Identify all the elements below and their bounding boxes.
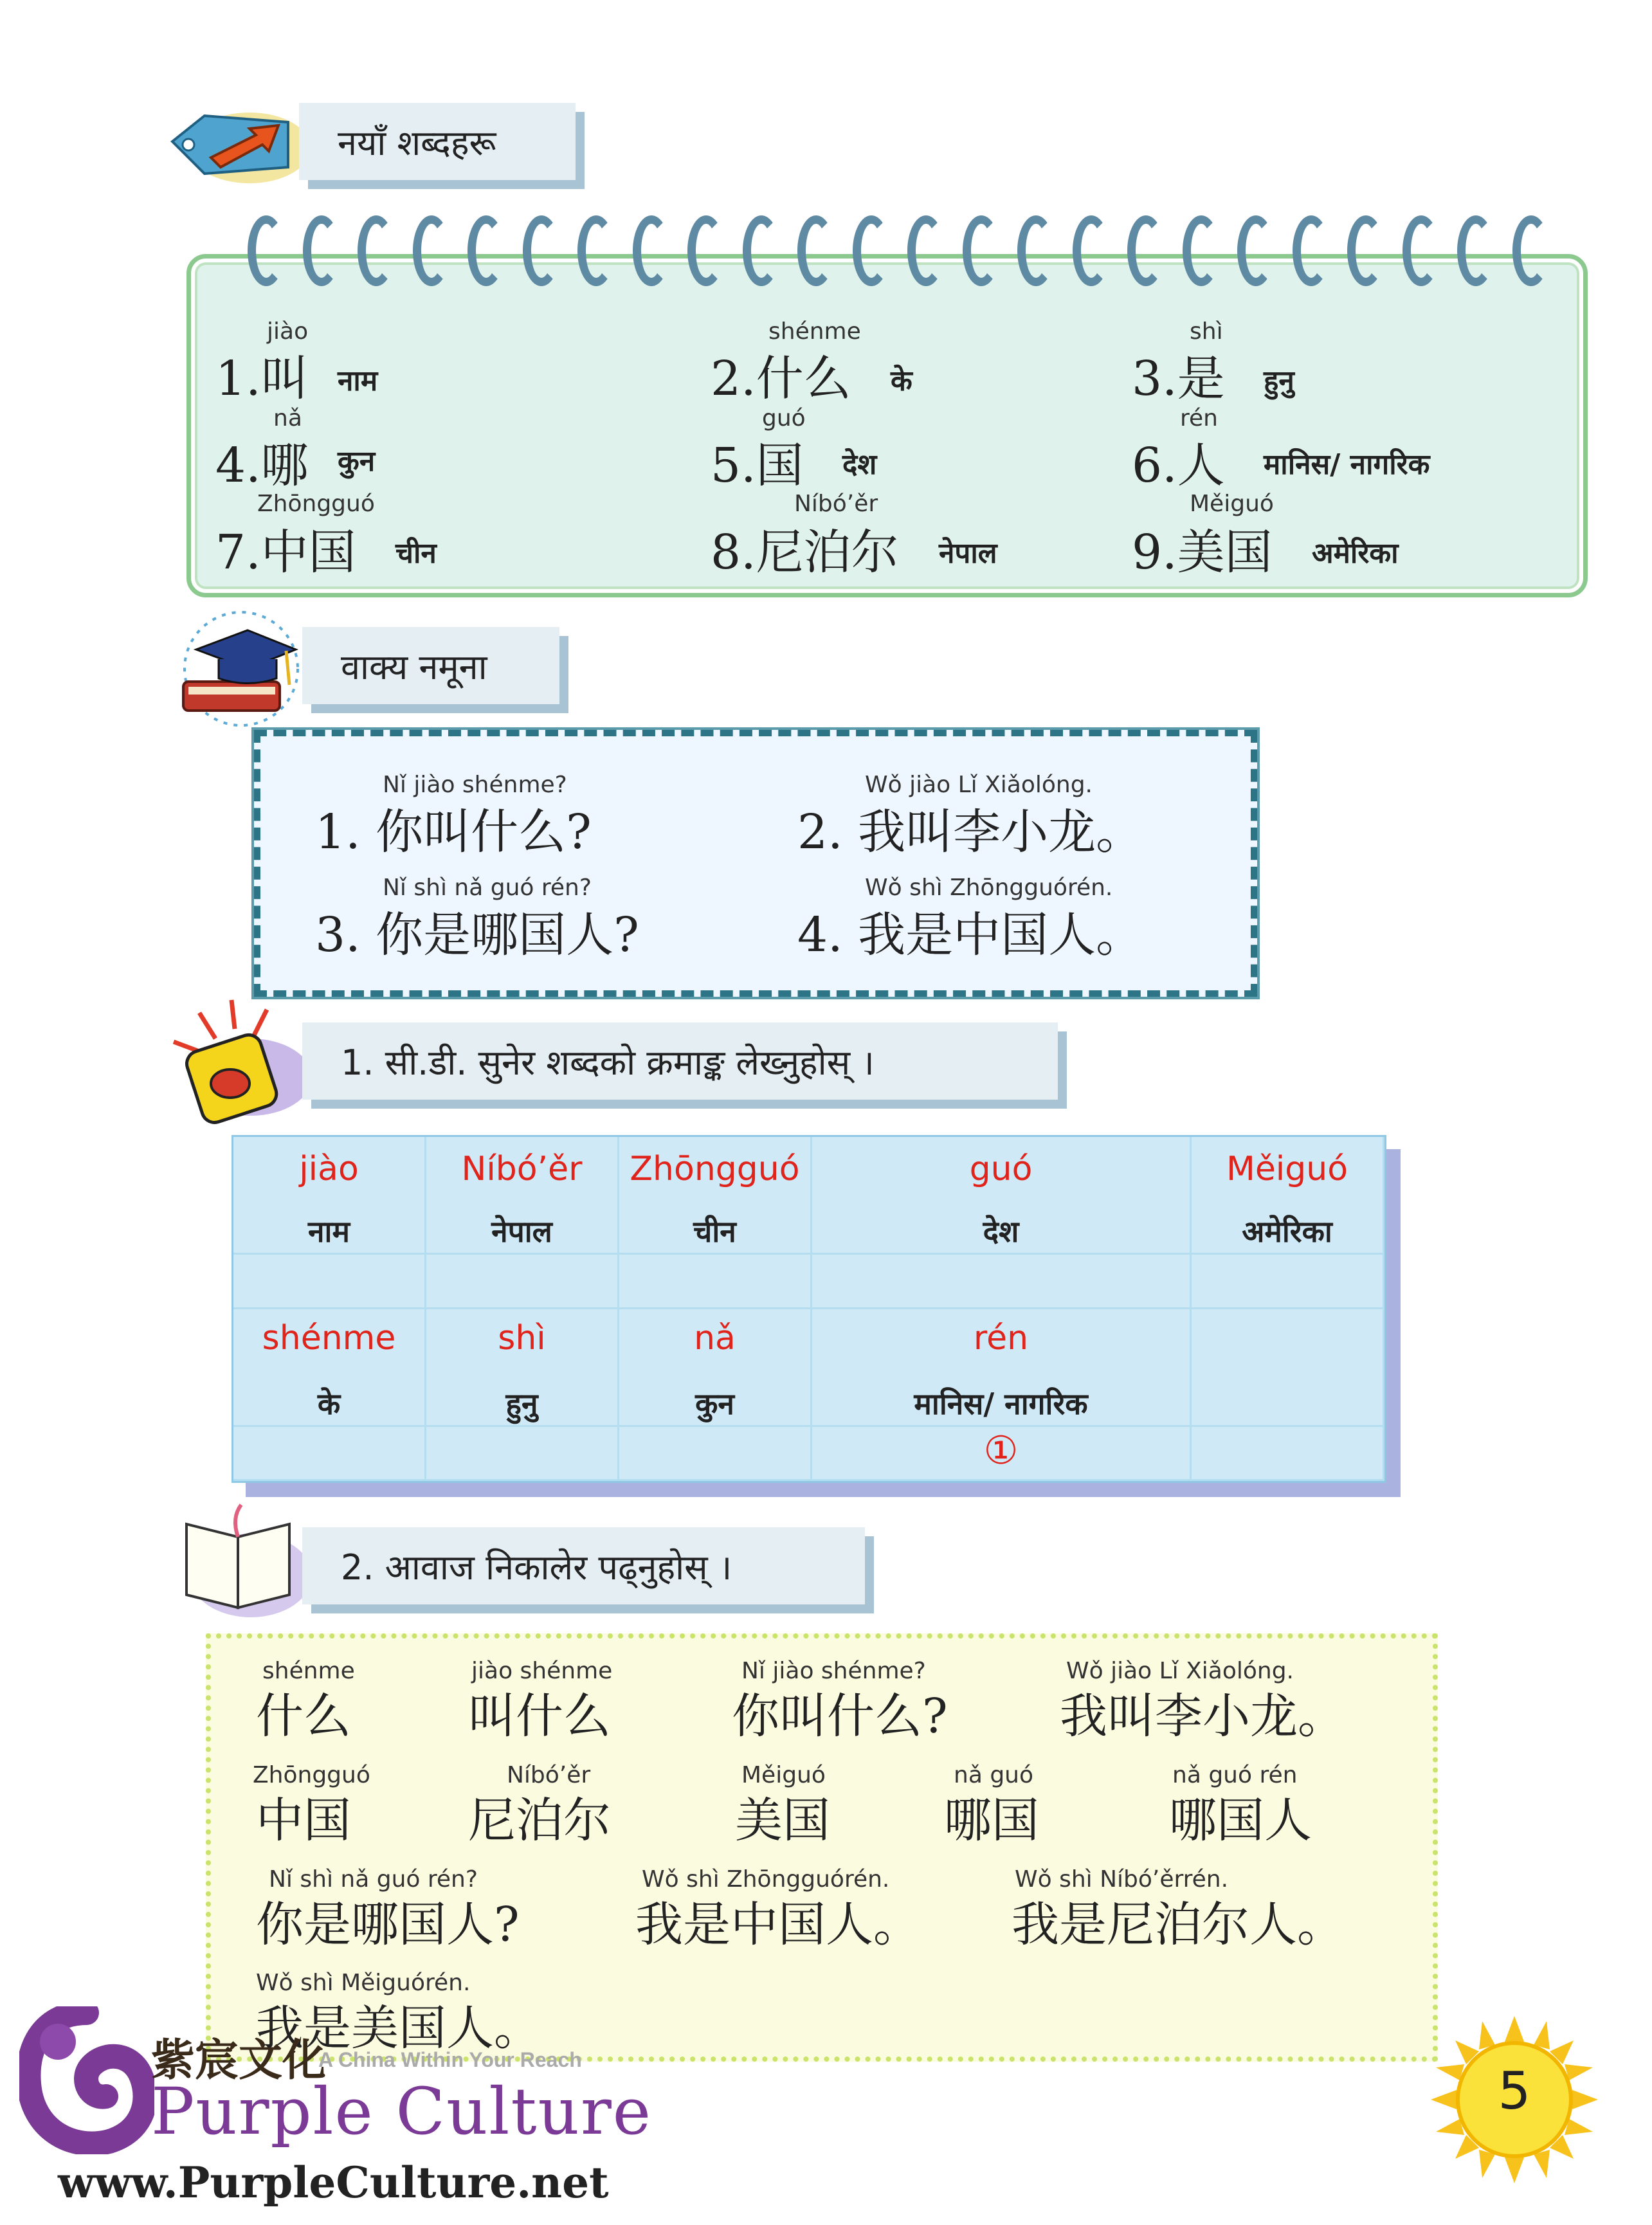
spiral-ring xyxy=(467,215,505,286)
spiral-ring xyxy=(743,215,780,286)
spiral-ring xyxy=(797,215,835,286)
reading-hanzi: 美国 xyxy=(735,1793,830,1848)
grid-meaning: नाम xyxy=(308,1214,350,1249)
grid-pinyin: shì xyxy=(498,1319,546,1358)
sentence-patterns-title: वाक्य नमूना xyxy=(341,647,487,687)
open-book-icon xyxy=(161,1498,315,1627)
vocab-meaning: देश xyxy=(842,448,877,481)
grid-cell xyxy=(233,1309,426,1481)
reading-hanzi: 你是哪国人? xyxy=(256,1897,520,1952)
grid-cell-empty xyxy=(1192,1309,1384,1481)
purple-culture-logo xyxy=(19,2006,154,2154)
grid-meaning: देश xyxy=(983,1214,1019,1249)
sentence-hanzi: 2. 我叫李小龙。 xyxy=(797,804,1144,860)
grid-meaning: चीन xyxy=(693,1214,736,1249)
new-words-header xyxy=(299,103,576,180)
sentence-patterns-box xyxy=(254,730,1257,997)
vocab-meaning: अमेरिका xyxy=(1312,537,1399,570)
reading-pinyin: Nǐ shì nǎ guó rén? xyxy=(269,1866,478,1893)
grid-meaning: के xyxy=(317,1386,341,1421)
vocab-item: 2.什么 xyxy=(711,351,851,406)
spiral-ring xyxy=(687,215,725,286)
spiral-ring xyxy=(303,215,340,286)
cd-player-icon xyxy=(154,994,315,1132)
grid-meaning: अमेरिका xyxy=(1242,1214,1332,1249)
grid-cell xyxy=(812,1137,1192,1309)
grid-cell xyxy=(812,1309,1192,1481)
grid-divider xyxy=(233,1253,1384,1255)
grid-cell xyxy=(426,1309,619,1481)
page-number: 5 xyxy=(1498,2061,1531,2121)
spiral-ring xyxy=(1293,215,1330,286)
vocab-item: 7.中国 xyxy=(215,525,356,580)
reading-hanzi: 我叫李小龙。 xyxy=(1060,1689,1345,1744)
spiral-ring xyxy=(1347,215,1384,286)
grid-meaning: हुनु xyxy=(505,1386,538,1421)
reading-pinyin: Měiguó xyxy=(741,1762,826,1788)
reading-pinyin: Wǒ shì Měiguórén. xyxy=(256,1970,471,1996)
reading-hanzi: 我是中国人。 xyxy=(635,1897,921,1952)
vocab-item: 6.人 xyxy=(1132,438,1225,493)
vocab-item: 4.哪 xyxy=(215,438,309,493)
grid-meaning: कुन xyxy=(695,1386,734,1421)
spiral-ring xyxy=(853,215,890,286)
reading-hanzi: 哪国 xyxy=(944,1793,1039,1848)
sentence-pinyin: Wǒ jiào Lǐ Xiǎolóng. xyxy=(865,772,1093,798)
spiral-ring xyxy=(1457,215,1494,286)
watermark-tagline: A China Within Your Reach xyxy=(318,2048,582,2071)
grid-divider xyxy=(233,1425,1384,1427)
sentence-hanzi: 3. 你是哪国人? xyxy=(315,907,639,963)
grid-pinyin: rén xyxy=(973,1319,1029,1358)
reading-hanzi: 尼泊尔 xyxy=(468,1793,611,1848)
reading-hanzi: 我是美国人。 xyxy=(256,2001,541,2056)
spiral-ring xyxy=(1017,215,1055,286)
reading-hanzi: 中国 xyxy=(256,1793,351,1848)
vocab-pinyin: rén xyxy=(1180,405,1218,431)
spiral-ring xyxy=(413,215,450,286)
grid-cell xyxy=(233,1137,426,1309)
new-words-icon xyxy=(159,96,314,186)
grid-pinyin: guó xyxy=(969,1150,1033,1188)
grid-pinyin: Měiguó xyxy=(1226,1150,1348,1188)
grid-meaning: नेपाल xyxy=(491,1214,552,1249)
reading-practice-box xyxy=(206,1633,1438,2062)
vocab-item: 1.叫 xyxy=(215,351,309,406)
sentence-patterns-header xyxy=(302,627,559,704)
sentence-pinyin: Nǐ shì nǎ guó rén? xyxy=(383,875,592,901)
vocab-pinyin: nǎ xyxy=(273,405,302,431)
reading-pinyin: jiào shénme xyxy=(471,1658,613,1684)
exercise2-title: 2. आवाज निकालेर पढ्नुहोस् । xyxy=(341,1547,732,1588)
vocab-pinyin: shénme xyxy=(768,318,861,345)
spiral-ring xyxy=(1127,215,1165,286)
sentence-pinyin: Wǒ shì Zhōngguórén. xyxy=(865,875,1113,901)
grid-pinyin: Zhōngguó xyxy=(630,1150,800,1188)
vocab-pinyin: jiào xyxy=(267,318,309,345)
spiral-ring xyxy=(1073,215,1110,286)
vocab-item: 5.国 xyxy=(711,438,804,493)
grid-meaning: मानिस/ नागरिक xyxy=(914,1386,1088,1421)
reading-hanzi: 叫什么 xyxy=(468,1689,611,1744)
vocab-meaning: चीन xyxy=(395,537,437,570)
vocab-pinyin: shì xyxy=(1190,318,1223,345)
reading-pinyin: Nǐ jiào shénme? xyxy=(741,1658,926,1684)
sentence-pinyin: Nǐ jiào shénme? xyxy=(383,772,567,798)
vocab-item: 9.美国 xyxy=(1132,525,1273,580)
grid-cell xyxy=(619,1137,812,1309)
sentence-hanzi: 1. 你叫什么? xyxy=(315,804,592,860)
vocab-meaning: हुनु xyxy=(1264,365,1294,397)
exercise1-header xyxy=(302,1022,1058,1100)
grid-pinyin: jiào xyxy=(299,1150,359,1188)
reading-hanzi: 什么 xyxy=(256,1689,351,1744)
spiral-ring xyxy=(1402,215,1440,286)
vocab-pinyin: Níbó’ěr xyxy=(794,491,878,517)
vocab-meaning: के xyxy=(891,365,912,397)
reading-pinyin: Wǒ shì Níbó’ěrrén. xyxy=(1015,1866,1229,1893)
grid-pinyin: Níbó’ěr xyxy=(461,1150,583,1188)
grid-pinyin: nǎ xyxy=(694,1319,736,1358)
spiral-ring xyxy=(1183,215,1220,286)
reading-pinyin: Níbó’ěr xyxy=(507,1762,591,1788)
watermark-chinese: 紫宸文化 xyxy=(151,2035,327,2086)
reading-pinyin: Zhōngguó xyxy=(253,1762,370,1788)
vocab-meaning: मानिस/ नागरिक xyxy=(1264,448,1430,481)
spiral-ring xyxy=(1512,215,1550,286)
answer-mark: ① xyxy=(983,1428,1019,1473)
spiral-ring xyxy=(248,215,285,286)
spiral-ring xyxy=(633,215,670,286)
reading-pinyin: shénme xyxy=(262,1658,355,1684)
vocab-item: 8.尼泊尔 xyxy=(711,525,899,580)
grid-pinyin: shénme xyxy=(262,1319,396,1358)
grid-cell xyxy=(619,1309,812,1481)
sentence-hanzi: 4. 我是中国人。 xyxy=(797,907,1144,963)
vocab-meaning: नाम xyxy=(338,365,378,397)
vocab-pinyin: Měiguó xyxy=(1190,491,1274,517)
grid-cell xyxy=(426,1137,619,1309)
listening-grid xyxy=(231,1135,1386,1483)
vocab-pinyin: guó xyxy=(762,405,806,431)
spiral-ring xyxy=(358,215,395,286)
reading-hanzi: 你叫什么? xyxy=(732,1689,948,1744)
reading-hanzi: 哪国人 xyxy=(1169,1793,1312,1848)
vocab-meaning: कुन xyxy=(338,445,376,478)
reading-pinyin: nǎ guó xyxy=(954,1762,1034,1788)
vocab-pinyin: Zhōngguó xyxy=(257,491,375,517)
watermark-brand: Purple Culture xyxy=(151,2074,652,2149)
grid-cell xyxy=(1192,1137,1384,1309)
exercise1-title: 1. सी.डी. सुनेर शब्दको क्रमाङ्क लेख्नुहोस् । xyxy=(341,1042,875,1083)
spiral-ring xyxy=(963,215,1000,286)
vocab-meaning: नेपाल xyxy=(939,537,997,570)
reading-hanzi: 我是尼泊尔人。 xyxy=(1012,1897,1345,1952)
spiral-ring xyxy=(907,215,945,286)
spiral-ring xyxy=(523,215,560,286)
graduation-cap-book-icon xyxy=(158,611,312,733)
spiral-ring xyxy=(1237,215,1275,286)
spiral-ring xyxy=(577,215,615,286)
reading-pinyin: nǎ guó rén xyxy=(1172,1762,1298,1788)
exercise2-header xyxy=(302,1527,865,1604)
new-words-title: नयाँ शब्दहरू xyxy=(338,123,496,163)
reading-pinyin: Wǒ shì Zhōngguórén. xyxy=(642,1866,890,1893)
reading-pinyin: Wǒ jiào Lǐ Xiǎolóng. xyxy=(1066,1658,1294,1684)
watermark-url: www.PurpleCulture.net xyxy=(58,2157,609,2208)
vocab-item: 3.是 xyxy=(1132,351,1225,406)
